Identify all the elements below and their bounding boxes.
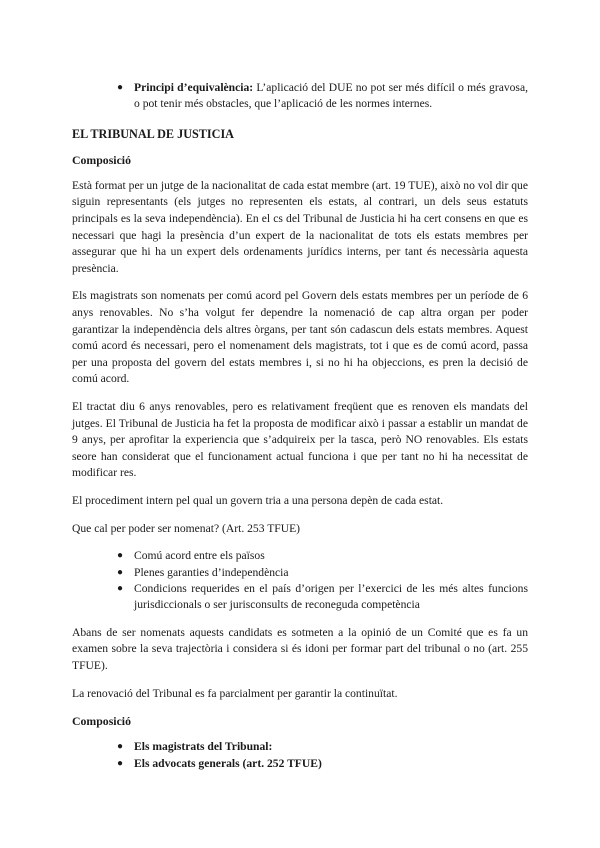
principle-term: Principi d’equivalència: (134, 81, 254, 94)
subsection-heading-composicio: Composició (72, 152, 131, 167)
paragraph-renewal: La renovació del Tribunal es fa parcialment per garantir la continuïtat. (72, 686, 398, 700)
bullet-icon: ● (117, 741, 124, 753)
list-item (72, 80, 528, 113)
composition-item-text: Els magistrats del Tribunal: (134, 740, 273, 754)
composition-list (72, 739, 528, 772)
requirement-text: Plenes garanties d’independència (134, 565, 289, 579)
list-item (72, 756, 528, 772)
list-item (72, 565, 528, 581)
requirement-text: Condicions requerides en el país d’origen per l’exercici de les més altes funcions jurisdiccionals o ser jurisconsults de reconeguda competència (134, 581, 528, 612)
paragraph-committee: Abans de ser nomenats aquests candidats es sotmeten a la opinió de un Comité que es fa un examen sobre la seva trajectòria i considera si és idoni per formar part del tribunal o no (art. 255 TFUE). (72, 625, 528, 672)
paragraph-appointment: Els magistrats son nomenats per comú acord pel Govern dels estats membres per un període de 6 anys renovables. No s’ha volgut fer dependre la nomenació de cap altra organ per poder garantizar la independència dels altres òrgans, per tant són cadascun dels estats membres. Aquest comú acord és necessari, pero el nomenament dels magistrats, tot i que es de comú acord, passa per una proposta del govern del estats membres i, si no hi ha objeccions, es pren la decisió de comú acord. (72, 289, 528, 386)
equivalence-principle-list (72, 80, 528, 113)
bullet-icon: ● (117, 566, 124, 578)
requirement-text: Comú acord entre els països (134, 549, 265, 563)
paragraph-procedure: El procediment intern pel qual un govern tria a una persona depèn de cada estat. (72, 493, 444, 507)
bullet-icon: ● (117, 757, 124, 769)
list-item (72, 739, 528, 755)
paragraph-requirements-question: Que cal per poder ser nomenat? (Art. 253 TFUE) (72, 521, 301, 535)
composition-item-text: Els advocats generals (art. 252 TFUE) (134, 756, 322, 770)
paragraph-composition: Està format per un jutge de la nacionalitat de cada estat membre (art. 19 TUE), això no vol dir que siguin representants (els jutges no representen els estats, al contrari, un dels seus estatuts principals es la seva independència). En el cs del Tribunal de Justicia hi ha cert consens en que es necessari que hagi la presència d’un expert de la nacionalitat de tots els estats membres per assegurar que hi ha un expert dels ordenaments jurídics interns, per tant és necessària aquesta presència. (72, 178, 528, 275)
bullet-icon: ● (117, 550, 124, 562)
list-item (72, 581, 528, 614)
principle-text: L’aplicació del DUE no pot ser més difícil o més gravosa, o pot tenir més obstacles, que l’aplicació de les normes internes. (134, 81, 528, 111)
section-title: EL TRIBUNAL DE JUSTICIA (72, 126, 234, 141)
list-item (72, 548, 528, 564)
page-content (72, 80, 528, 783)
bullet-icon: ● (117, 582, 124, 594)
bullet-icon: ● (117, 82, 124, 93)
subsection-heading-composicio-2: Composició (72, 714, 131, 729)
requirements-list (72, 548, 528, 614)
paragraph-mandate: El tractat diu 6 anys renovables, pero es relativament freqüent que es renoven els mandats del jutges. El Tribunal de Justicia ha fet la proposta de modificar això i passar a establir un mandat de 9 anys, per aprofitar la experiencia que s’adquireix per la tasca, però NO renovables. Els estats seore han considerat que el funcionament actual funciona i que per tant no hi ha necessitat de modificar res. (72, 399, 528, 480)
